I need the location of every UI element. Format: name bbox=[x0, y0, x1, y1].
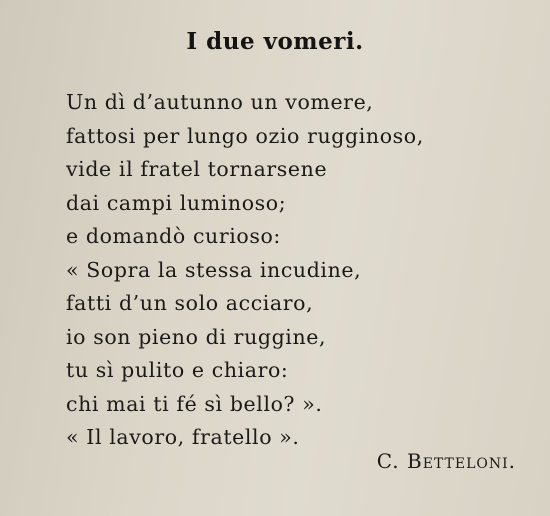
poem-line: fatti d’un solo acciaro, bbox=[66, 291, 314, 315]
poem-title: I due vomeri. bbox=[186, 28, 364, 55]
poem-line: Un dì d’autunno un vomere, bbox=[66, 90, 374, 114]
poem-line: tu sì pulito e chiaro: bbox=[66, 358, 289, 382]
poem-line: e domandò curioso: bbox=[66, 224, 281, 248]
poem-line: fattosi per lungo ozio rugginoso, bbox=[66, 123, 424, 148]
poem-line: « Il lavoro, fratello ». bbox=[66, 425, 300, 449]
poem-line: io son pieno di ruggine, bbox=[66, 324, 327, 349]
poem-line: vide il fratel tornarsene bbox=[66, 157, 328, 181]
poem-author bbox=[377, 449, 516, 473]
author-name: C. Betteloni. bbox=[376, 449, 516, 473]
poem-line: « Sopra la stessa incudine, bbox=[66, 257, 362, 282]
poem-body bbox=[66, 86, 536, 455]
poem-line: dai campi luminoso; bbox=[66, 190, 287, 215]
poem-line: chi mai ti fé sì bello? ». bbox=[66, 391, 323, 416]
